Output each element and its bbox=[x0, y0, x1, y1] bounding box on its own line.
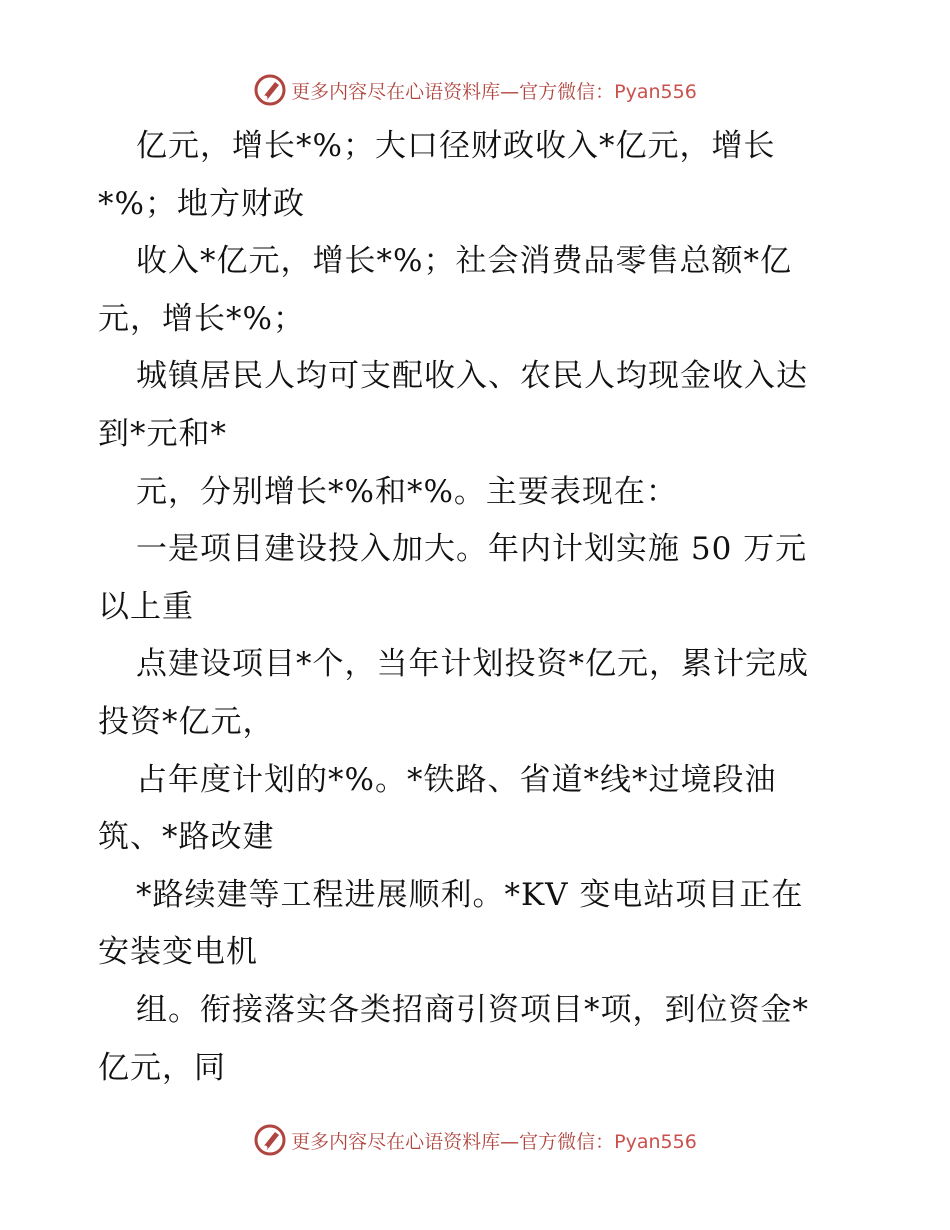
text-line: 城镇居民人均可支配收入、农民人均现金收入达 bbox=[136, 358, 808, 395]
text-line: 亿元，同 bbox=[98, 1049, 226, 1086]
text-line: 安装变电机 bbox=[98, 934, 258, 971]
text-line: 一是项目建设投入加大。年内计划实施 50 万元 bbox=[136, 531, 808, 568]
text-line: *%；地方财政 bbox=[98, 185, 305, 222]
text-line: 收入*亿元，增长*%；社会消费品零售总额*亿 bbox=[136, 243, 792, 280]
text-line: 组。衔接落实各类招商引资项目*项，到位资金* bbox=[136, 991, 809, 1028]
text-line: 筑、*路改建 bbox=[98, 819, 275, 856]
watermark-text: 更多内容尽在心语资料库—官方微信：Pyan556 bbox=[291, 1130, 697, 1153]
watermark-footer bbox=[0, 1120, 950, 1160]
text-line: 元，分别增长*%和*%。主要表现在： bbox=[136, 473, 678, 510]
pen-nib-circle-icon bbox=[253, 1123, 287, 1157]
text-line: 亿元，增长*%；大口径财政收入*亿元，增长 bbox=[136, 128, 776, 164]
text-line: *路续建等工程进展顺利。*KV 变电站项目正在 bbox=[136, 876, 804, 913]
text-line: 以上重 bbox=[98, 588, 194, 625]
watermark-handle: Pyan556 bbox=[614, 1130, 697, 1153]
text-line: 投资*亿元， bbox=[98, 703, 275, 740]
text-line: 元，增长*%； bbox=[98, 300, 305, 337]
pen-nib-circle-icon bbox=[253, 73, 287, 107]
text-line: 点建设项目*个，当年计划投资*亿元，累计完成 bbox=[136, 646, 809, 683]
document-body bbox=[98, 118, 858, 1097]
watermark-handle: Pyan556 bbox=[614, 80, 697, 103]
watermark-header bbox=[0, 70, 950, 110]
text-line: 到*元和* bbox=[98, 415, 227, 452]
watermark-text: 更多内容尽在心语资料库—官方微信：Pyan556 bbox=[291, 80, 697, 103]
text-line: 占年度计划的*%。*铁路、省道*线*过境段油 bbox=[136, 761, 777, 798]
